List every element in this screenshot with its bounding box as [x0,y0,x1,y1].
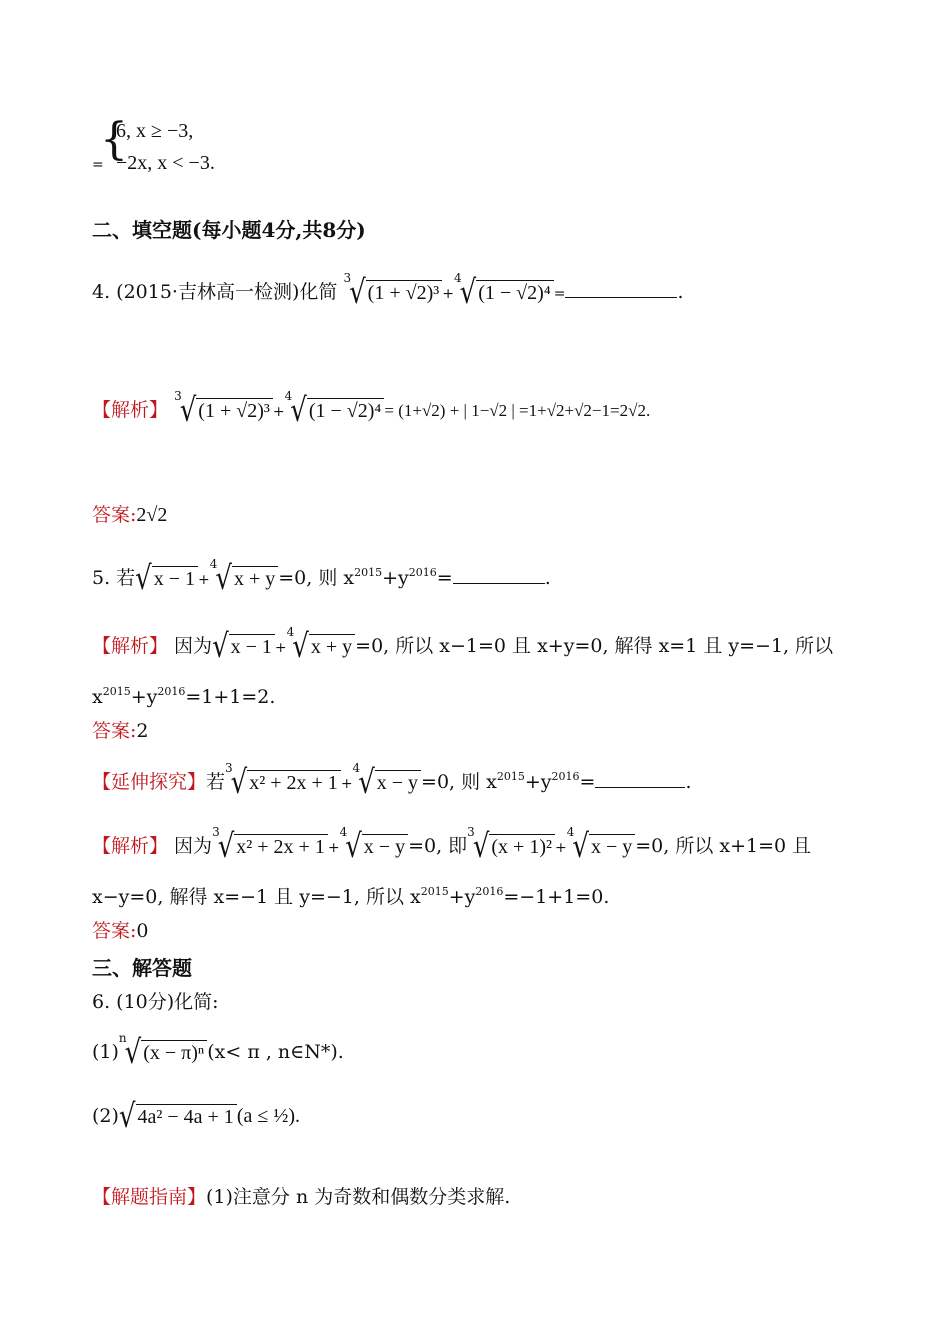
extension-question: 【延伸探究】若 3 √ x² + 2x + 1 + 4 √ x − y =0, 则 $x^{2015}+y^{2016}=$ . [92,761,692,802]
question-6-title: 6. (10分)化简: [92,991,219,1013]
case-brace: { [100,114,128,165]
q5-radical-2: 4 √ x + y [210,566,279,592]
question-6-part-2: (2) √ 4a² − 4a + 1 (a ≤ ½). [92,1098,300,1136]
q5-solution-line-2: $x^{2015}+y^{2016}=1+1=2$. [92,685,276,708]
question-4: 4. (2015·吉林高一检测)化简 3 √ (1 + √2)³ + 4 √ (1 − √2)⁴ = . [92,271,684,312]
section-2-title: 二、填空题(每小题4分,共8分) [92,218,366,242]
extension-answer-value: 0 [136,920,149,942]
extension-answer: 答案:0 [92,920,149,942]
q4-radical-1: 3 √ (1 + √2)³ [343,280,442,306]
question-5: 5. 若 √ x − 1 + 4 √ x + y =0, 则 $x^{2015}+y^{2016}=$ . [92,557,551,598]
q5-solution: 【解析】 因为 √ x − 1 + 4 √ x + y =0, 所以 x−1=0 且 x+y=0, 解得 x=1 且 y=−1, 所以 [92,625,834,666]
case-row-1: 6, x ≥ −3, [116,120,194,142]
q4-solution-result: = (1+√2) + | 1−√2 | =1+√2+√2−1=2√2. [384,401,651,420]
q5-radical-1: √ x − 1 [135,566,198,592]
question-6-part-1: (1) n √ (x − π)ⁿ (x< π , n∈N*). [92,1031,344,1072]
q4-radical-2: 4 √ (1 − √2)⁴ [454,280,554,306]
q4-solution-tag: 【解析】 [92,399,169,421]
section-3-title: 三、解答题 [92,956,192,980]
extension-tag: 【延伸探究】 [92,771,207,793]
q4-prefix: 4. (2015·吉林高一检测)化简 [92,281,338,303]
q5-answer-blank [453,569,545,584]
q4-answer: 答案:2√2 [92,504,168,526]
q4-answer-value: 2√2 [136,504,168,526]
solution-guide: 【解题指南】(1)注意分 n 为奇数和偶数分类求解. [92,1186,511,1208]
q4-answer-blank [565,283,677,298]
q4-solution: 【解析】 3 √ (1 + √2)³ + 4 √ (1 − √2)⁴ = (1+√2) + | 1−√2 | =1+√2+√2−1=2√2. [92,389,651,430]
q5-answer: 答案:2 [92,720,149,742]
q5-answer-value: 2 [136,720,149,742]
extension-solution: 【解析】 因为 3 √ x² + 2x + 1 + 4 √ x − y =0, 即 3 √ (x + 1)² + 4 √ x − y =0, 所以 x+1=0 且 [92,825,812,866]
extension-answer-blank [595,773,685,788]
solution-guide-tag: 【解题指南】 [92,1186,207,1208]
extension-solution-line-2: x−y=0, 解得 x=−1 且 y=−1, 所以 $x^{2015}+y^{2016}=-1+1=0$. [92,885,610,908]
case-row-2: −2x, x < −3. [116,152,215,174]
case-equals: = [92,157,104,173]
